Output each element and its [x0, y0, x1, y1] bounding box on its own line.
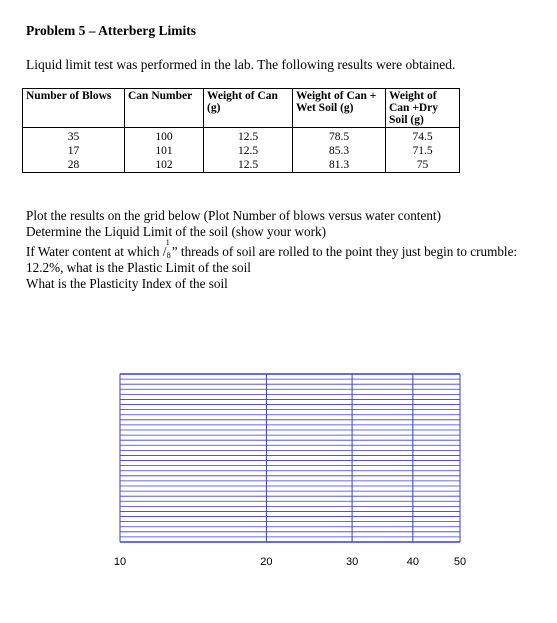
- cell-dry-weight: 75: [386, 158, 460, 173]
- cell-dry-weight: 71.5: [386, 144, 460, 158]
- cell-can-weight: 12.5: [204, 158, 293, 173]
- cell-dry-weight: 74.5: [386, 128, 460, 145]
- cell-wet-weight: 85.3: [293, 144, 386, 158]
- x-tick-label: 20: [260, 556, 273, 568]
- header-number-of-blows: Number of Blows: [23, 89, 125, 128]
- x-tick-label: 40: [406, 556, 419, 568]
- cell-blows: 17: [23, 144, 125, 158]
- header-weight-dry-soil: Weight of Can +Dry Soil (g): [386, 89, 460, 128]
- cell-can-number: 102: [125, 158, 204, 173]
- plastic-limit-text-end: ” threads of soil are rolled to the point they just begin to crumble: 12.2%, what is the Plastic Limit of the soil: [26, 244, 518, 275]
- plastic-limit-text-start: If Water content at which: [26, 244, 163, 259]
- x-tick-label: 50: [453, 556, 467, 568]
- question-liquid-limit: Determine the Liquid Limit of the soil (show your work): [26, 224, 326, 239]
- intro-text: Liquid limit test was performed in the lab. The following results were obtained.: [26, 57, 456, 72]
- cell-can-number: 100: [125, 128, 204, 145]
- grid-lines: [120, 374, 460, 542]
- cell-can-weight: 12.5: [204, 128, 293, 145]
- x-tick-label: 10: [113, 556, 127, 568]
- question-plot: Plot the results on the grid below (Plot Number of blows versus water content): [26, 208, 441, 223]
- cell-wet-weight: 81.3: [293, 158, 386, 173]
- cell-can-weight: 12.5: [204, 144, 293, 158]
- cell-blows: 28: [23, 158, 125, 173]
- one-eighth-fraction: 1 / 8: [163, 244, 172, 260]
- cell-blows: 35: [23, 128, 125, 145]
- header-weight-of-can: Weight of Can (g): [204, 89, 293, 128]
- problem-title: Problem 5 – Atterberg Limits: [26, 23, 196, 38]
- fraction-numerator: 1: [165, 238, 170, 247]
- x-tick-label: 30: [345, 556, 359, 568]
- fraction-denominator: 8: [166, 251, 171, 260]
- question-plasticity-index: What is the Plasticity Index of the soil: [26, 276, 228, 291]
- header-weight-wet-soil: Weight of Can + Wet Soil (g): [293, 89, 386, 128]
- cell-wet-weight: 78.5: [293, 128, 386, 145]
- header-can-number: Can Number: [125, 89, 204, 128]
- cell-can-number: 101: [125, 144, 204, 158]
